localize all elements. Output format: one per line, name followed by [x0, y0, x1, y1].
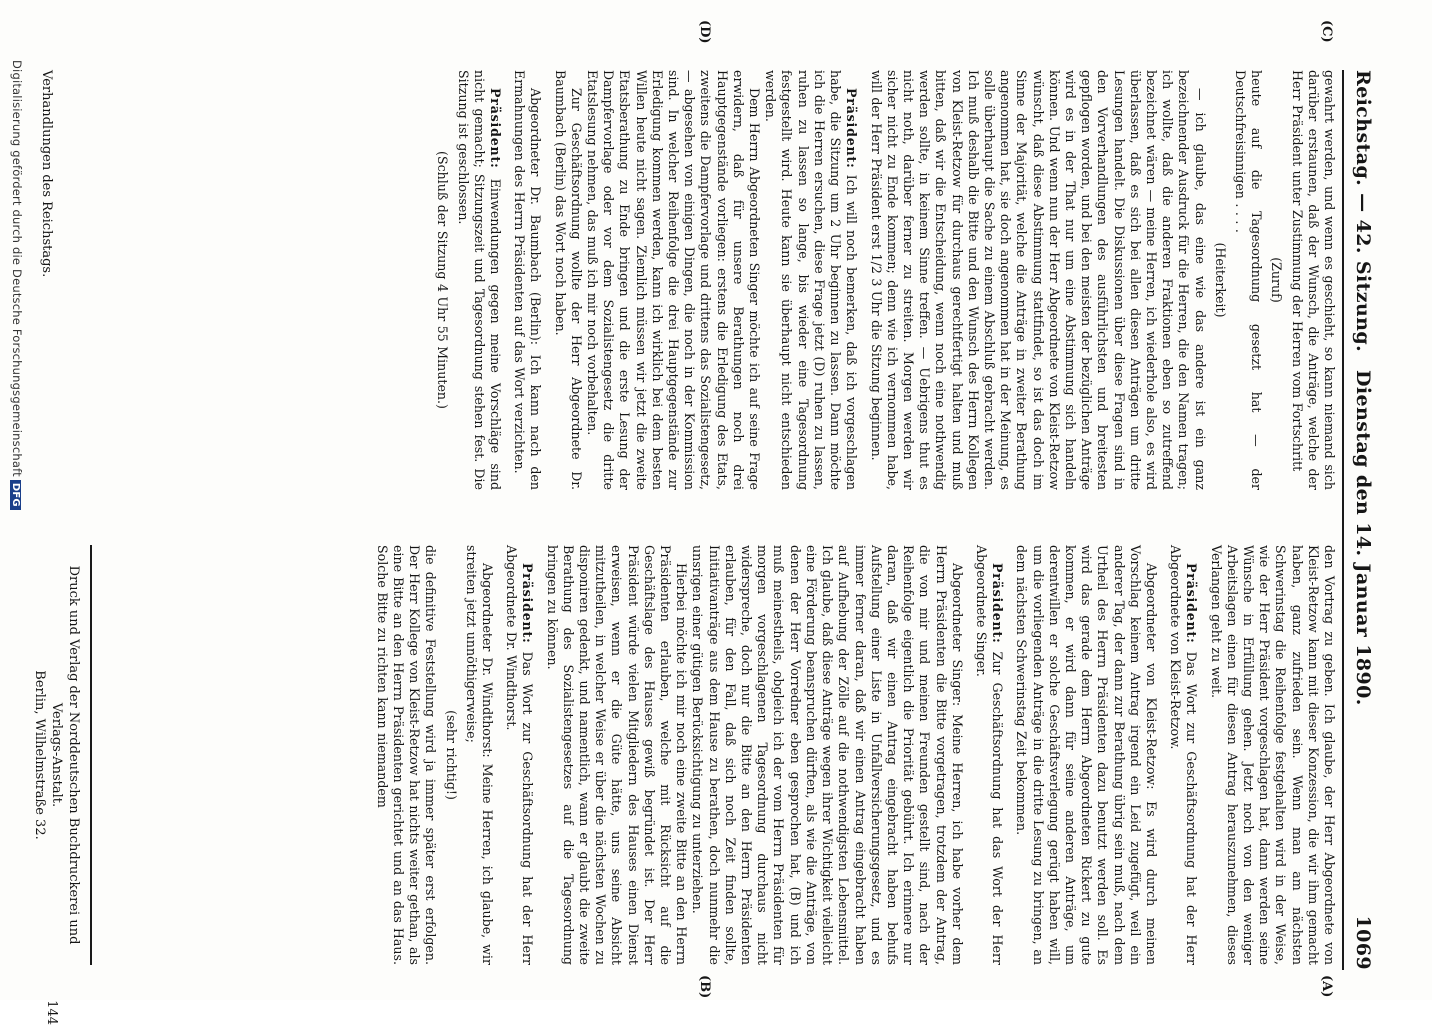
page-header [1348, 70, 1374, 970]
paragraph: Abgeordneter Dr. Baumbach (Berlin): Ich kann nach den Ermahnungen des Herrn Präsidenten auf das Wort verzichten. [512, 70, 544, 490]
paragraph-gap [535, 545, 543, 965]
paragraph: Zur Geschäftsordnung wollte der Herr Abgeordnete Dr. Baumbach (Berlin) das Wort noch haben. [552, 70, 584, 490]
paragraph [973, 545, 1005, 965]
paragraph-gap [495, 545, 503, 965]
paragraph: die definitive Feststellung wird ja immer später erst erfolgen. Der Herr Kollege von Kleist-Retzow hat nichts weiter gethan, als eine Bitte an den Herrn Präsidenten gerichtet und an das Haus. Solche Bitte zu richten kann niemandem [374, 545, 439, 965]
paragraph [762, 70, 859, 490]
stage-direction: (Schluß der Sitzung 4 Uhr 55 Minuten.) [435, 151, 451, 409]
speech-text: Das Wort zur Geschäftsordnung hat der Herr Abgeordnete von Kleist-Retzow. [1168, 545, 1200, 965]
footer-publication: Verhandlungen des Reichstags. [39, 70, 54, 278]
paragraph-gap [1005, 545, 1013, 965]
paragraph-gap [859, 70, 867, 490]
speech-text: Einwendungen gegen meine Vorschläge sind nicht gemacht; Sitzungszeit und Tagesordnung stehen fest. Die Sitzung ist geschlossen. [455, 70, 504, 490]
printer-line-2: Berlin, Wilhelmstraße 32. [32, 670, 47, 840]
paragraph-gap [965, 545, 973, 965]
header-date: Dienstag den 14. Januar 1890. [1352, 370, 1374, 706]
left-column [430, 70, 1337, 490]
margin-marker-a: (A) [1319, 975, 1334, 998]
speaker-label: Präsident: [1184, 563, 1200, 644]
stage-direction: (Zuruf) [1269, 257, 1285, 303]
speech-text: Zur Geschäftsordnung hat das Wort der Herr Abgeordnete Singer. [973, 545, 1006, 965]
paragraph-gap [503, 70, 511, 490]
margin-marker-b: (B) [697, 975, 712, 999]
speaker-label: Präsident: [844, 88, 860, 169]
paragraph [1167, 545, 1199, 965]
paragraph-gap [1199, 545, 1207, 965]
speaker-label: Präsident: [990, 563, 1006, 644]
paragraph-gap [1159, 545, 1167, 965]
paragraph: Hierbei möchte ich mir noch eine zweite Bitte an den Herrn Präsidenten erlauben, welche mit Rücksicht auf die Geschäftslage des Hauses gewiß begründet ist. Der Herr Präsident würde vielen Mitgliedern des Hauses einen Dienst erweisen, wenn er die Güte hätte, uns seine Absicht mitzutheilen, in welcher Weise er über die nächsten Wochen zu disponiren gedenkt, und namentlich, wann er glaubt die zweite Berathung des Sozialistengesetzes auf die Tagesordnung bringen zu können. [544, 545, 690, 965]
margin-marker-c: (C) [1319, 20, 1334, 43]
footer-rule [90, 545, 92, 965]
header-session-title: Reichstag. — 42. Sitzung. [1352, 70, 1374, 353]
stage-direction: (Heiterkeit) [1212, 242, 1228, 318]
digitization-text: Digitalisierung gefördert durch die Deutsche Forschungsgemeinschaft [10, 60, 24, 477]
paragraph: — ich glaube, das eine wie das andere ist ein ganz bezeichnender Ausdruck für die Herren, die den Namen tragen; ich wollte, daß die anderen Fraktionen eben so zutreffend bezeichnet wären — meine Herren, ich wiederhole also, es wird überlassen, daß es sich bei allen diesen Anträgen um dritte Lesungen handelt. Die Diskussionen über diese Fragen sind in den Vorverhandlungen des ausführlichsten und breitesten gepflogen worden, und bei den meisten der bezüglichen Anträge wird es in der That nur um eine Abstimmung sich handeln können. Und wenn nun der Herr Abgeordnete von Kleist-Retzow wünscht, daß diese Abstimmung stattfindet, so ist das doch im Sinne der Majorität, welche die Anträge in zweiter Berathung angenommen hat, sie doch angenommen hat in der Meinung, es solle überhaupt die Sache zu einem Abschluß gebracht werden. Ich muß deshalb die Bitte und den Wunsch des Herrn Kollegen von Kleist-Retzow für durchaus gerechtfertigt halten und muß bitten, daß wir die Entscheidung, wenn noch eine nothwendig werden sollte, in keinem Sinne treffen. — Uebrigens thut es nicht noth, darüber ferner zu streiten. Morgen werden wir sicher nicht zu Ende kommen; denn wie ich vernommen habe, will der Herr Präsident erst 1/2 3 Uhr die Sitzung beginnen. [868, 70, 1208, 490]
paragraph [503, 545, 535, 965]
paragraph: gewahrt werden, und wenn es geschieht, so kann niemand sich darüber erstaunen, daß der Wunsch, die Anträge, welche der Herr Präsident unter Zustimmung der Herren vom Fortschritt [1289, 70, 1337, 490]
paragraph [454, 70, 503, 490]
margin-marker-d: (D) [697, 20, 712, 44]
paragraph: Abgeordneter Singer: Meine Herren, ich habe vorher dem Herrn Präsidenten die Bitte vorgetragen, trotzdem der Antrag, die von mir und meinen Freunden gestellt sind, nach der Reihenfolge eigentlich die Priorität gebührt. Ich erinnere nur daran, daß wir einen Antrag eingebracht haben behufs Aufstellung einer Liste in Unfallversicherungsgesetz, und es immer ferner daran, daß wir einen Antrag eingebracht haben auf Aufhebung der Zölle auf die nothwendigsten Lebensmittel. Ich glaube, daß diese Anträge wegen ihrer Wichtigkeit vielleicht eine Förderung beanspruchen dürften, als wie die Anträge, von denen der Herr Vorredner eben gesprochen hat, (B) und ich muß meinestheils, obgleich ich der vom Herrn Präsidenten für morgen vorgeschlagenen Tagesordnung durchaus nicht widerspreche, doch nur die Bitte an den Herrn Präsidenten erlauben, für den Fall, daß sich noch Zeit finden sollte, Initiativanträge aus dem Hause zu berathen, doch nunmehr die unsrigen einer gütigen Berücksichtigung zu unterziehen. [690, 545, 965, 965]
footer-printer [31, 545, 82, 1025]
header-rule [1342, 70, 1344, 970]
paragraph: den Vortrag zu geben. Ich glaube, der Herr Abgeordnete von Kleist-Retzow kann mit dieser Konzession, die wir ihm gemacht haben, ganz zufrieden sein. Wenn man am nächsten Schwerinstag die Reihenfolge festgehalten wird in der Weise, wie der Herr Präsident vorgeschlagen hat, dann werden seine Wünsche in Erfüllung gehen. Jetzt noch von den weniger Arbeitslagen einen für diesen Antrag herauszunehmen, dieses Verlangen geht zu weit. [1208, 545, 1337, 965]
paragraph: Abgeordneter Dr. Windthorst: Meine Herren, ich glaube, wir streiten jetzt unnöthigerweise; [463, 545, 496, 965]
paragraph: Dem Herrn Abgeordneten Singer möchte ich auf seine Frage erwidern, daß für unsere Berathungen noch drei Hauptgegenstände vorliegen: erstens die Erledigung des Etats, zweitens die Dampfervorlage und drittens das Sozialistengesetz, — abgesehen von einigen Dingen, die noch in der Kommission sind. In welcher Reihenfolge die drei Hauptgegenstände zur Erledigung kommen werden, kann ich wirklich bei dem besten Willen heute nicht sagen. Ziemlich müssen wir jetzt die zweite Etatsberathung zu Ende bringen und die erste Lesung der Dampfervorlage oder vor dem Sozialistengesetz die dritte Etatslesung nehmen, das muß ich mir noch vorbehalten. [585, 70, 763, 490]
paragraph: heute auf die Tagesordnung gesetzt hat — der Deutschfreisinnigen . . . . [1232, 70, 1265, 490]
speaker-label: Präsident: [520, 563, 536, 644]
stage-direction: (sehr richtig!) [443, 710, 459, 800]
header-page-number: 1069 [1352, 915, 1374, 970]
right-column [374, 545, 1337, 965]
paragraph: Abgeordneter von Kleist-Retzow: Es wird durch meinen Vorschlag keinem Antrag irgend ein Leid zugefügt, weil ein anderer Tag, der dann zur Berathung übrig sein muß, nach dem Urtheil des Herrn Präsidenten dazu benutzt werden soll. Es wird das gerade dem Herrn Abgeordneten Rickert zu gute kommen, er wird dann für seine anderen Anträge, um derentwillen er solche Geschäftsverlegung gerügt haben will, um die vorliegenden Anträge in die dritte Lesung zu bringen, an dem nächsten Schwerinstag Zeit bekommen. [1014, 545, 1159, 965]
speaker-label: Präsident: [488, 88, 504, 169]
printer-line-1: Druck und Verlag der Norddeutschen Buchdruckerei und Verlags-Anstalt. [49, 565, 81, 945]
digitization-credit [10, 60, 24, 510]
paragraph-gap [543, 70, 551, 490]
speech-text: Ich will noch bemerken, daß ich vorgeschlagen habe, die Sitzung um 2 Uhr beginnen zu lassen. Dann möchte ich die Herren ersuchen, diese Frage jetzt (D) ruhen zu lassen, ruhen zu lassen so lange, bis wieder eine Tagesordnung festgestellt wird. Heute kann sie überhaupt nicht entschieden werden. [763, 70, 860, 490]
footer-page-number: 144 [44, 1000, 59, 1025]
dfg-logo: DFG [10, 480, 21, 510]
speech-text: Das Wort zur Geschäftsordnung hat der Herr Abgeordnete Dr. Windthorst. [504, 545, 536, 965]
